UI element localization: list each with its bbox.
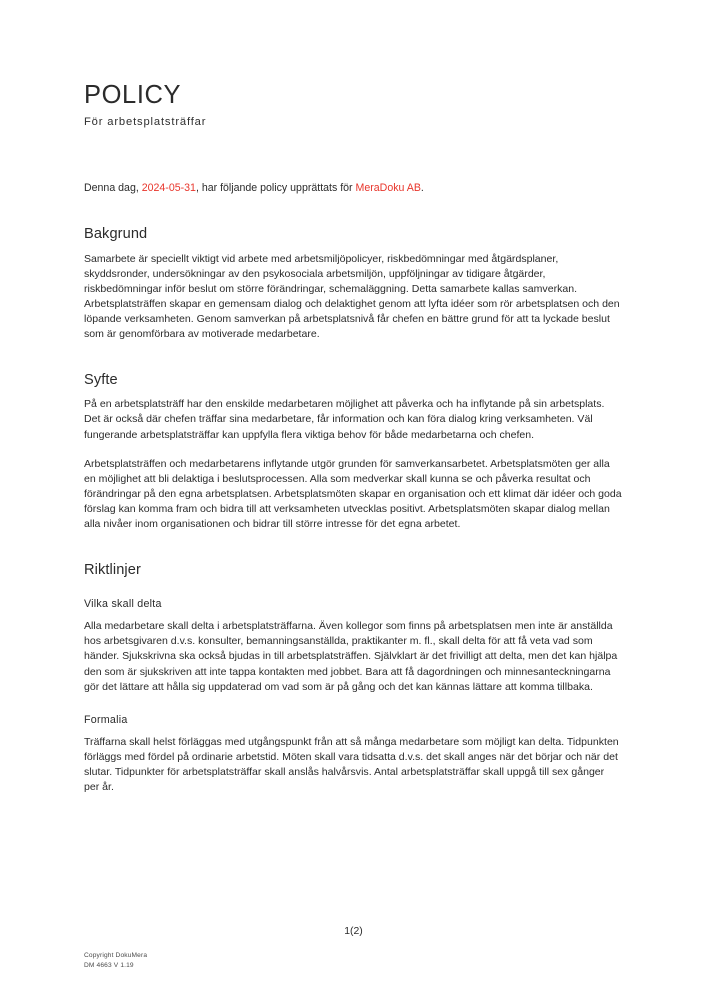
sub-heading-formalia: Formalia — [84, 713, 128, 726]
footer-meta — [84, 951, 147, 970]
page-title: POLICY — [84, 81, 182, 109]
section-heading-riktlinjer: Riktlinjer — [84, 562, 141, 579]
paragraph: Träffarna skall helst förläggas med utgångspunkt från att så många medarbetare som möjligt kan delta. Tidpunkten förläggs med fördel på ordinarie arbetstid. Möten skall vara tidsatta d.v.s. det skall anges när det börjar och när det slutar. Tidpunkter för arbetsplatsträffar skall anslås halvårsvis. Antal arbetsplatsträffar skall uppgå till sex gånger per år. — [84, 735, 619, 793]
section-bakgrund — [84, 225, 622, 342]
footer-copyright: Copyright DokuMera — [84, 952, 148, 959]
company-name: MeraDoku AB — [355, 181, 421, 194]
section-heading-bakgrund: Bakgrund — [84, 226, 148, 243]
page-number: 1(2) — [344, 926, 363, 937]
paragraph: Arbetsplatsträffen och medarbetarens inflytande utgör grunden för samverkansarbetet. Arbetsplatsmöten ger alla en möjlighet att bli delaktiga i beslutsprocessen. Alla som medverkar skall kunna se och påverka resultat och förändringar på den egna arbetsplatsen. Arbetsplatsmöten skapar en organisation och ett klimat där idéer och goda förslag kan komma fram och bidra till att verksamheten utvecklas positivt. Arbetsplatsmöten skapar dialog mellan alla nivåer inom organisationen och bidrar till större intresse för det egna arbetet. — [84, 457, 622, 531]
paragraph: På en arbetsplatsträff har den enskilde medarbetaren möjlighet att påverka och ha inflytande på sin arbetsplats. Det är också där chefen träffar sina medarbetare, får information och kan föra dialog kring verksamheten. Väl fungerande arbetsplatsträffar kan uppfylla flera viktiga behov för både medarbetarna och chefen. — [84, 398, 605, 441]
section-heading-syfte: Syfte — [84, 372, 118, 389]
paragraph: Alla medarbetare skall delta i arbetsplatsträffarna. Även kollegor som finns på arbetsplatsen men inte är anställda hos arbetsgivaren d.v.s. konsulter, bemanningsanställda, praktikanter m. fl., skall delta för att få veta vad som händer. Sjukskrivna ska också bjudas in till arbetsplatsträffen. Självklart är det frivilligt att delta, men det kan hjälpa den som är sjukskriven att inte tappa kontakten med jobbet. Bara att få dagordningen och minnesanteckningarna gör det lättare att hålla sig uppdaterad om vad som är på gång och det kan kännas lättare att komma tillbaka. — [84, 620, 618, 693]
sub-heading-vilka-skall-delta: Vilka skall delta — [84, 598, 162, 611]
paragraph: Samarbete är speciellt viktigt vid arbete med arbetsmiljöpolicyer, riskbedömningar med åtgärdsplaner, skyddsronder, undersökningar av den psykosociala arbetsmiljön, uppföljningar av tidigare åtgärder, riskbedömningar inför beslut om större förändringar, schemaläggning. Detta samarbete kallas samverkan. Arbetsplatsträffen skapar en gemensam dialog och delaktighet genom att lyfta idéer som rör arbetsplatsen och den löpande verksamheten. Genom samverkan på arbetsplatsnivå får chefen en bättre grund för att ta lyckade beslut som är genomförbara av motiverade medarbetare. — [84, 252, 620, 341]
page-subtitle: För arbetsplatsträffar — [84, 115, 207, 128]
intro-prefix: Denna dag, — [84, 181, 142, 194]
footer-document-id: DM 4663 V 1.19 — [84, 961, 134, 969]
intro-middle: , har följande policy upprättats för — [195, 181, 356, 194]
title-block — [84, 0, 622, 129]
intro-line — [84, 181, 622, 196]
document-content — [84, 0, 622, 795]
section-riktlinjer — [84, 561, 622, 795]
section-syfte — [84, 371, 622, 532]
page-footer — [0, 908, 707, 1000]
policy-date: 2024-05-31 — [141, 181, 196, 194]
intro-suffix: . — [420, 181, 424, 194]
